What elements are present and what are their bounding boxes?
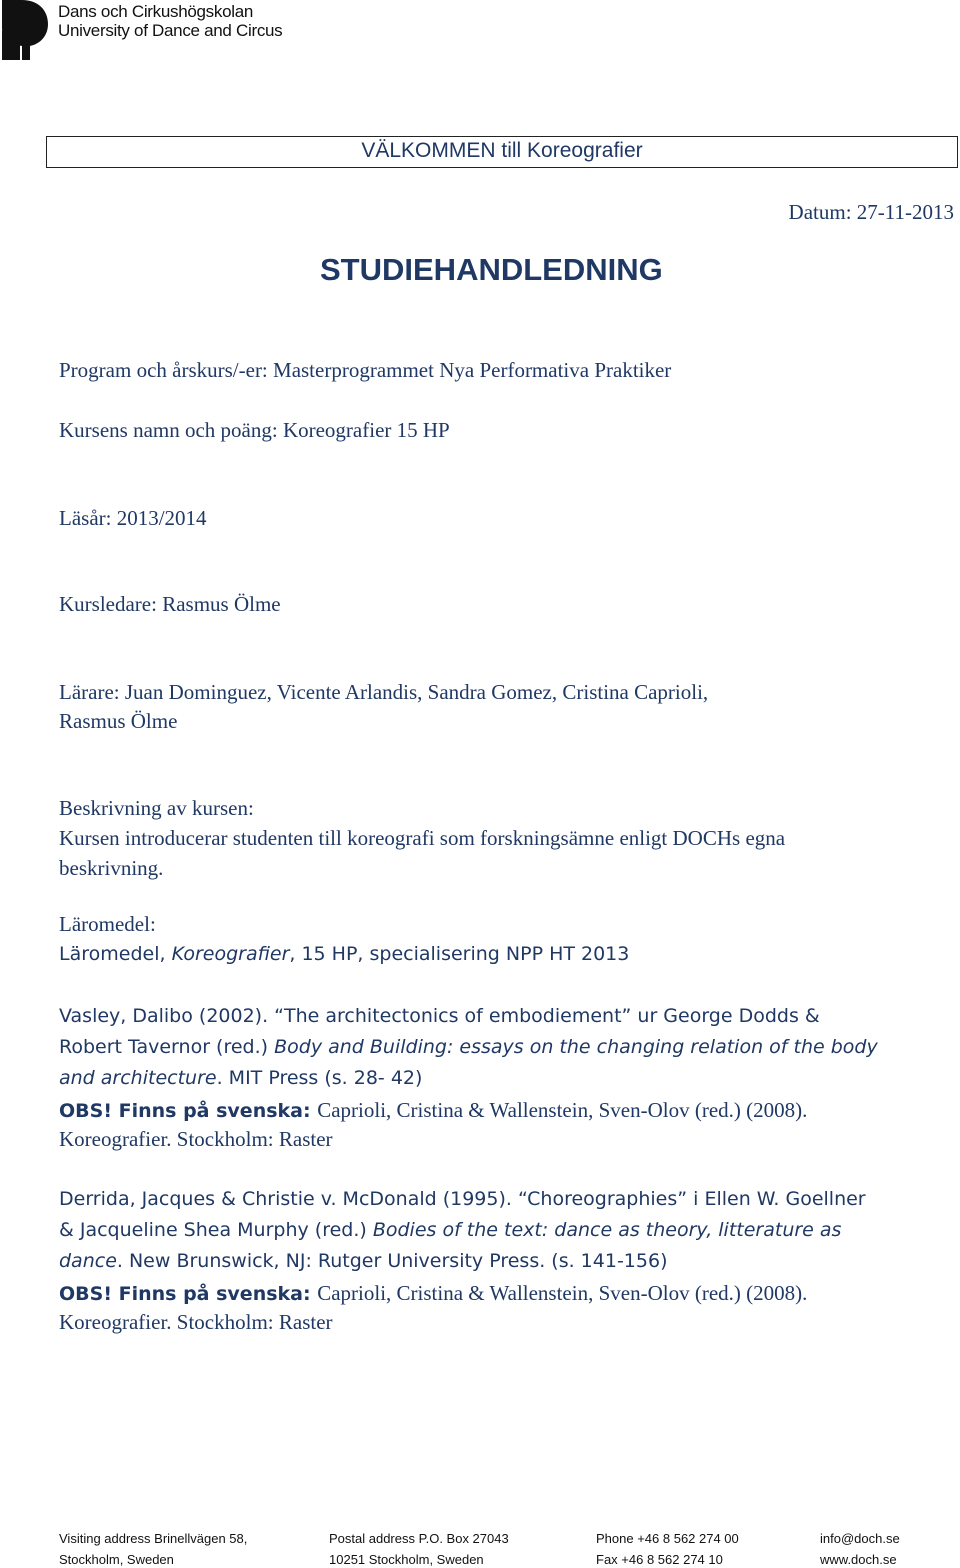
- reference-1-publisher: . MIT Press (s. 28- 42): [216, 1067, 423, 1089]
- reference-2-book-title-end: dance: [59, 1250, 117, 1272]
- footer-postal-address: Postal address P.O. Box 27043: [329, 1531, 509, 1546]
- document-title: STUDIEHANDLEDNING: [320, 252, 663, 287]
- reference-1-line-3: [59, 1067, 422, 1089]
- obs-label-2: OBS!: [59, 1283, 119, 1305]
- welcome-text: VÄLKOMMEN till Koreografier: [361, 139, 643, 162]
- finns-label-2: Finns på svenska:: [118, 1283, 318, 1305]
- reference-2-swedish: Caprioli, Cristina & Wallenstein, Sven-Olov (red.) (2008).: [317, 1281, 808, 1305]
- materials-sub-c: , 15 HP, specialisering NPP HT 2013: [289, 943, 630, 965]
- reference-1-book-title-end: and architecture: [59, 1067, 217, 1089]
- course-line: Kursens namn och poäng: Koreografier 15 HP: [59, 418, 450, 442]
- materials-sub-b: Koreografier: [171, 943, 290, 965]
- obs-label: OBS!: [59, 1100, 119, 1122]
- description-line-1: Kursen introducerar studenten till koreografi som forskningsämne enligt DOCHs egna: [59, 826, 786, 850]
- reference-2-swedish-line-2: Koreografier. Stockholm: Raster: [59, 1310, 333, 1334]
- reference-2-publisher: . New Brunswick, NJ: Rutger University Press. (s. 141-156): [116, 1250, 668, 1272]
- reference-1-swedish-note: [59, 1098, 807, 1123]
- welcome-box: [46, 136, 958, 168]
- reference-1-book-title: Body and Building: essays on the changing relation of the body: [274, 1036, 878, 1058]
- materials-subheading: [59, 943, 629, 965]
- logo-name-en: University of Dance and Circus: [58, 21, 283, 40]
- description-line-2: beskrivning.: [59, 856, 164, 880]
- footer-visiting-city: Stockholm, Sweden: [59, 1552, 174, 1567]
- reference-1-editors: Robert Tavernor (red.): [59, 1036, 275, 1058]
- reference-2-editors: & Jacqueline Shea Murphy (red.): [59, 1219, 373, 1241]
- reference-2-line-3: [59, 1250, 667, 1272]
- footer-visiting-address: Visiting address Brinellvägen 58,: [59, 1531, 248, 1546]
- footer-fax: Fax +46 8 562 274 10: [596, 1552, 723, 1567]
- footer-postal-city: 10251 Stockholm, Sweden: [329, 1552, 484, 1567]
- footer-web: www.doch.se: [820, 1552, 897, 1567]
- reference-1-swedish: Caprioli, Cristina & Wallenstein, Sven-Olov (red.) (2008).: [317, 1098, 808, 1122]
- program-line: Program och årskurs/-er: Masterprogrammet Nya Performativa Praktiker: [59, 358, 672, 382]
- reference-1-swedish-line-2: Koreografier. Stockholm: Raster: [59, 1127, 333, 1151]
- materials-heading: Läromedel:: [59, 912, 156, 936]
- reference-2-book-title: Bodies of the text: dance as theory, litterature as: [372, 1219, 842, 1241]
- finns-label: Finns på svenska:: [118, 1100, 318, 1122]
- university-logo-icon: [0, 0, 56, 64]
- footer-email: info@doch.se: [820, 1531, 900, 1546]
- leader-line: Kursledare: Rasmus Ölme: [59, 592, 281, 616]
- teachers-line-1: Lärare: Juan Dominguez, Vicente Arlandis, Sandra Gomez, Cristina Caprioli,: [59, 680, 709, 704]
- year-line: Läsår: 2013/2014: [59, 506, 207, 530]
- footer-phone: Phone +46 8 562 274 00: [596, 1531, 739, 1546]
- reference-2-line-1: Derrida, Jacques & Christie v. McDonald (1995). “Choreographies” i Ellen W. Goellner: [59, 1188, 866, 1210]
- teachers-line-2: Rasmus Ölme: [59, 709, 178, 733]
- materials-sub-a: Läromedel,: [59, 943, 172, 965]
- description-heading: Beskrivning av kursen:: [59, 796, 254, 820]
- reference-1-line-2: [59, 1036, 878, 1058]
- logo-name-sv: Dans och Cirkushögskolan: [58, 2, 254, 21]
- reference-2-swedish-note: [59, 1281, 807, 1306]
- reference-2-line-2: [59, 1219, 841, 1241]
- reference-1-line-1: Vasley, Dalibo (2002). “The architectonics of embodiement” ur George Dodds &: [59, 1005, 820, 1027]
- document-date: Datum: 27-11-2013: [788, 200, 954, 224]
